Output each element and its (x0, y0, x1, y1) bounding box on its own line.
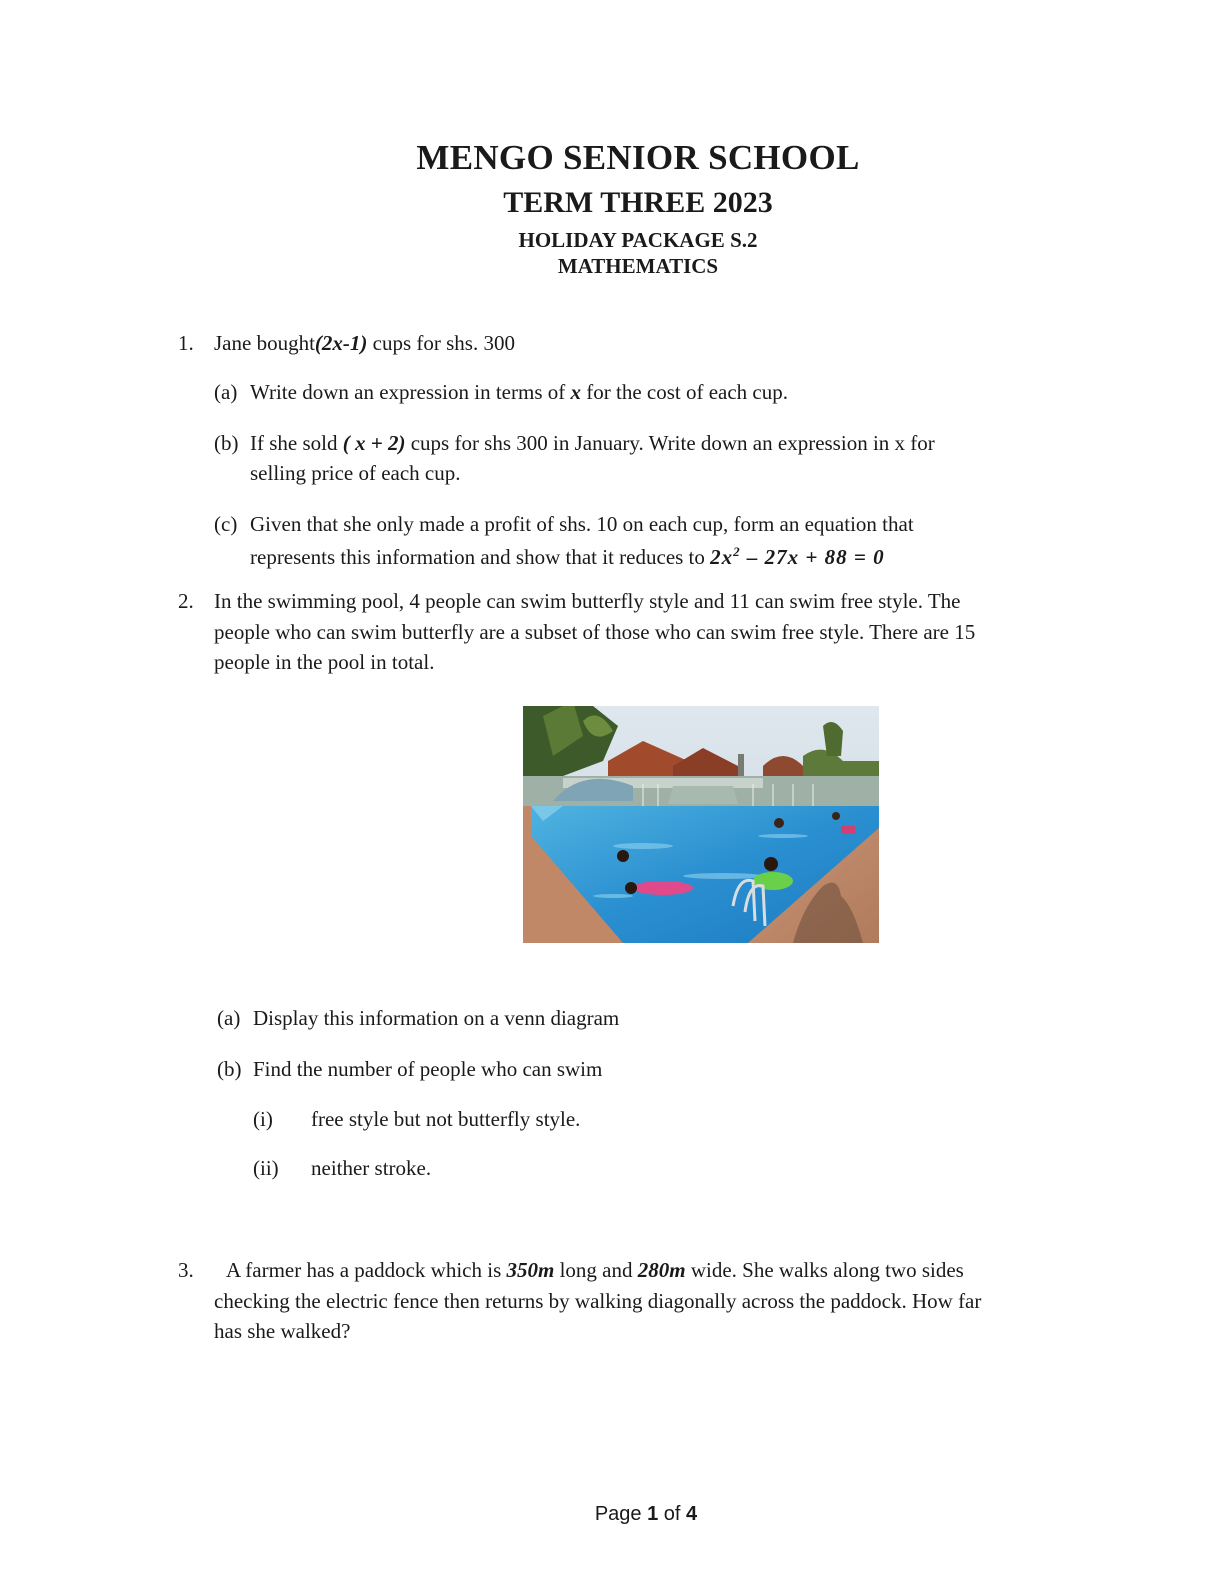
q1-stem (214, 328, 515, 358)
q3-line1-pre: A farmer has a paddock which is (226, 1258, 507, 1282)
q2-line2: people who can swim butterfly are a subset of those who can swim free style. There are 15 (214, 620, 976, 644)
page-of: of (658, 1503, 687, 1525)
page-total: 4 (686, 1503, 698, 1525)
q1a-text (250, 377, 788, 407)
q1b-pre: If she sold (250, 431, 343, 455)
term-title: TERM THREE 2023 (503, 186, 773, 219)
q1a-label: (a) (214, 380, 238, 404)
q1a-pre: Write down an expression in terms of (250, 380, 571, 404)
q3-line1 (226, 1255, 1112, 1285)
q1c-eq-term: 2x (710, 545, 734, 569)
q2bii-label: (ii) (253, 1156, 279, 1180)
q2-number: 2. (178, 589, 194, 613)
q1a-post: for the cost of each cup. (581, 380, 788, 404)
q1b-line1 (250, 428, 935, 458)
package-title: HOLIDAY PACKAGE S.2 (518, 228, 758, 252)
q3-length: 350m (506, 1258, 555, 1282)
q3-line2: checking the electric fence then returns by walking diagonally across the paddock. How far (214, 1289, 982, 1313)
q1b-expr: ( x + 2) (342, 431, 406, 455)
q2b-label: (b) (217, 1057, 242, 1081)
q3-line1-mid: long and (554, 1258, 638, 1282)
school-name: MENGO SENIOR SCHOOL (416, 138, 860, 177)
q1b-label: (b) (214, 431, 239, 455)
subject-title: MATHEMATICS (557, 254, 719, 278)
q1b-line2: selling price of each cup. (250, 461, 461, 485)
q2-line3: people in the pool in total. (214, 650, 435, 674)
swimming-pool-photo (523, 706, 879, 943)
page-current: 1 (647, 1503, 659, 1525)
q1c-label: (c) (214, 512, 238, 536)
q1c-eq-exponent: 2 (733, 544, 741, 559)
q3-width: 280m (637, 1258, 686, 1282)
q1-stem-post: cups for shs. 300 (367, 331, 515, 355)
q3-line1-post: wide. She walks along two sides (685, 1258, 964, 1282)
page-number (0, 1503, 1224, 1526)
q2b-text: Find the number of people who can swim (253, 1057, 603, 1081)
q2a-text: Display this information on a venn diagram (253, 1006, 620, 1030)
q2bii-text: neither stroke. (311, 1156, 432, 1180)
q1c-equation (710, 545, 884, 569)
q1-stem-pre: Jane bought (214, 331, 315, 355)
q2bi-label: (i) (253, 1107, 273, 1131)
q1c-line2 (250, 537, 885, 572)
q1-number: 1. (178, 331, 194, 355)
q2bi-text: free style but not butterfly style. (311, 1107, 581, 1131)
q3-number: 3. (178, 1258, 194, 1282)
q2a-label: (a) (217, 1006, 241, 1030)
page-prefix: Page (594, 1503, 648, 1525)
q1b-post: cups for shs 300 in January. Write down an expression in x for (405, 431, 935, 455)
q1a-var: x (570, 380, 581, 404)
q1c-line1: Given that she only made a profit of shs. 10 on each cup, form an equation that (250, 512, 914, 536)
q3-line3: has she walked? (214, 1319, 351, 1343)
q1c-line2-text: represents this information and show that it reduces to (250, 545, 711, 569)
q2-line1: In the swimming pool, 4 people can swim butterfly style and 11 can swim free style. The (214, 589, 961, 613)
q1c-eq-rest: – 27x + 88 = 0 (740, 545, 885, 569)
q1-expr: (2x-1) (314, 331, 368, 355)
